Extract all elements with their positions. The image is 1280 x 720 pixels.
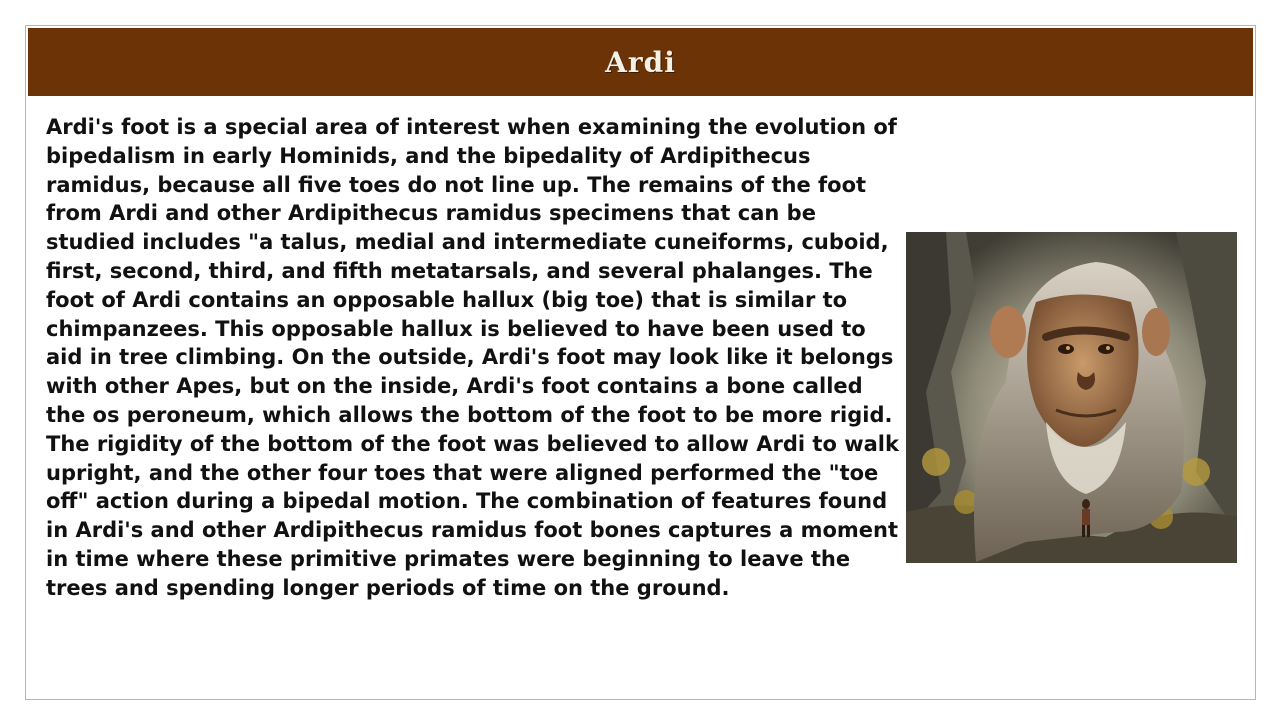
body-paragraph: Ardi's foot is a special area of interest when examining the evolution of bipedalism in early Hominids, and the bipedality of Ardipithecus ramidus, because all five toes do not line up. The remains of the foot from Ardi and other Ardipithecus ramidus specimens that can be studied includes "a talus, medial and intermediate cuneiforms, cuboid, first, second, third, and fifth metatarsals, and several phalanges. The foot of Ardi contains an opposable hallux (big toe) that is similar to chimpanzees. This opposable hallux is believed to have been used to aid in tree climbing. On the outside, Ardi's foot may look like it belongs with other Apes, but on the inside, Ardi's foot contains a bone called the os peroneum, which allows the bottom of the foot to be more rigid. The rigidity of the bottom of the foot was believed to allow Ardi to walk upright, and the other four toes that were aligned performed the "toe off" action during a bipedal motion. The combination of features found in Ardi's and other Ardipithecus ramidus foot bones captures a moment in time where these primitive primates were beginning to leave the trees and spending longer periods of time on the ground. <box>46 115 899 600</box>
slide-title: Ardi <box>605 45 676 79</box>
slide <box>25 25 1256 700</box>
title-bar <box>28 28 1253 96</box>
ape-portrait-image <box>906 232 1237 563</box>
